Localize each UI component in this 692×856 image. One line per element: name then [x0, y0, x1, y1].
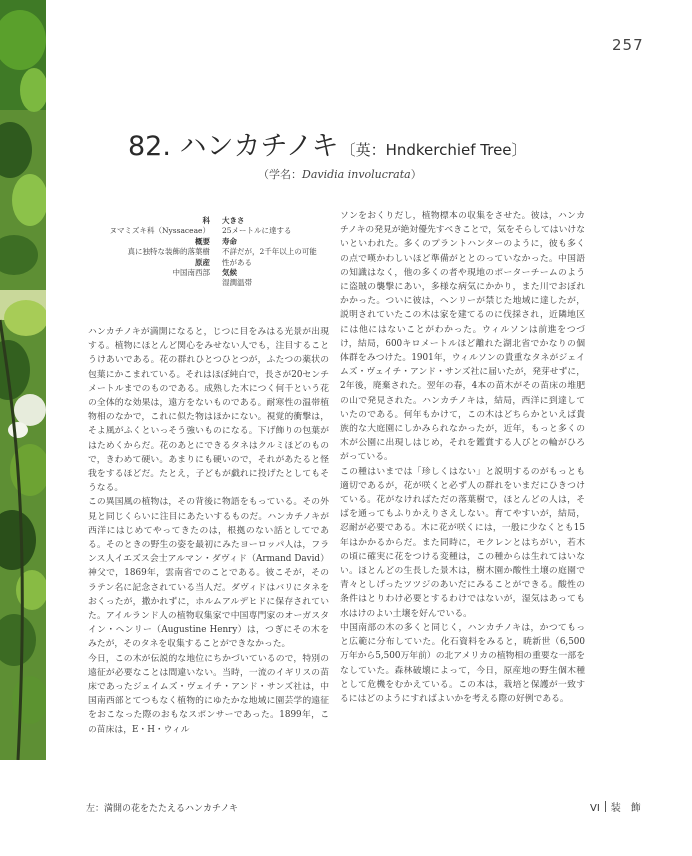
scientific-prefix: （学名： — [258, 168, 302, 181]
info-box-values — [222, 216, 322, 289]
origin-label: 原産 — [195, 257, 210, 267]
info-box-labels — [100, 216, 210, 278]
overview-label: 概要 — [195, 236, 210, 246]
climate-label: 気候 — [222, 268, 237, 278]
body-column-left — [88, 325, 329, 737]
origin-value: 中国南西部 — [172, 268, 210, 278]
scientific-latin: Davidia involucrata — [302, 168, 411, 181]
family-label: 科 — [202, 216, 210, 225]
paragraph: ソンをおくりだし，植物標本の収集をさせた。彼は，ハンカチノキの発見が絶対優先すべきことで，気をそらしてはいけないといわれた。多くのプラントハンターのように，彼も多くの点で嘆かわしいほど準備がととのっていなかった。中国語の知識はなく，他の多くの者や現地のポーターチームのように盗賊の襲撃にあい，多様な病気にかかり，また川でおぼれかかった。ついに彼は，ヘンリーが禁じた地域に達したが，説明されていたこの木は家を建てるのに伐採され，近隣地区には他にはないことがわかった。ウィルソンは前進をつづけ，結局，600キロメートルほど離れた湖北省でかなりの個体群をみつけた。1901年，ウィルソンの貴重なタネがジェイムズ・ヴェイチ・アンド・サンズ社に届いたが，発芽せずに，2年後，廃棄された。翌年の春，4本の苗木がその苗床の堆肥の山で発見された。ハンカチノキは，結局，西洋に到達していたのである。何年もかけて，この木はどちらかといえば貴族的な大庭園にしかみられなかったが，近年，もっと多くの木が公園に出現しはじめ，それを鑑賞する人びとの輪がひろがっている。 — [340, 211, 585, 463]
climate-value: 湿潤温帯 — [222, 278, 252, 288]
photo-strip-handkerchief-tree — [0, 0, 46, 760]
section-divider — [605, 801, 606, 812]
page-title — [128, 124, 527, 163]
section-name: 装 飾 — [610, 803, 641, 814]
title-main: 82. ハンカチノキ — [128, 131, 339, 162]
paragraph: この種はいまでは「珍しくはない」と説明するのがもっとも適切であるが，花が咲くと必ず人の群れをいまだにひきつけている。花がなければただの落葉樹で，ほとんどの人は，そばを通ってもふりかえりさえしない。育てやすいが，結局，忍耐が必要である。木に花が咲くには，一般に少なくとも15年はかかるからだ。また同時に，モクレンとはちがい，若木の頃に確実に花をつける変種は，この種からは生れてはいない。ほとんどの生長した景木は，樹木園か酸性土壌の庭園で青々としげったツツジのあいだにみることができる。酸性の条件はとりわけ必要とするわけではないが，湿気はあっても水はけのよい土壌を好んでいる。 — [340, 466, 585, 619]
page-number: 257 — [612, 36, 644, 54]
title-english: 〔英：Hndkerchief Tree〕 — [340, 141, 527, 159]
section-label — [590, 799, 641, 814]
body-column-right — [340, 209, 585, 706]
paragraph: 今日，この木が伝説的な地位にちかづいているので，特別の遠征が必要なことは間違いない。当時，一流のイギリスの苗床であったジェイムズ・ヴェイチ・アンド・サンズ社は，中国南西部とてつもなく植物的にゆたかな地域に園芸学的遠征をおこなった際のおもなスポンサーであった。1899年，この苗床は，E・H・ウィル — [88, 653, 329, 735]
lifespan-label: 寿命 — [222, 236, 237, 246]
scientific-suffix: ） — [410, 168, 422, 181]
paragraph: この異国風の植物は，その背後に物語をもっている。その外見と同じくらいに注目にあたいするものだ。ハンカチノキが西洋にはじめてやってきたのは，根拠のない話としてである。そのときの野生の姿を最初にみたヨーロッパ人は，フランス人イエズス会士アルマン・ダヴィド（Armand David）神父で，1869年，雲南省でのことである。彼こそが，そのラテン名に記念されている当人だ。ダヴィドはバリにタネをおくったが，撒かれずに，ホルムアルデヒドに保存されていた。アイルランド人の植物収集家で中国専門家のオーガスタイン・ヘンリー（Augustine Henry）は，つぎにその木をみたが，そのタネを収集することができなかった。 — [88, 497, 329, 650]
family-value: ヌマミズキ科（Nyssaceae） — [109, 226, 210, 236]
scientific-name — [258, 166, 422, 182]
photo-caption: 左：満開の花をたたえるハンカチノキ — [86, 804, 239, 814]
size-value: 25メートルに達する — [222, 226, 292, 236]
paragraph: 中国南部の木の多くと同じく，ハンカチノキは，かつてもっと広範に分布していた。化石資料をみると，暁新世（6,500万年から5,500万年前）の北アメリカの植物相の重要な一部をなしていた。森林破壊によって，今日，原産地の野生個木種として危機をむかえている。この本は，栽培と保護が一致するにはどのようにすればよいかを考える際の好例である。 — [340, 622, 585, 704]
lifespan-value: 不詳だが，2千年以上の可能性がある — [222, 247, 317, 267]
section-numeral: VI — [590, 803, 600, 814]
paragraph: ハンカチノキが満開になると，じつに目をみはる光景が出現する。植物にほとんど関心をみせない人でも，注目することうけあいである。花の群れひとつひとつが，ふたつの薬状の包葉にかこまれている。それはほぼ純白で，長さが20センチメートルまでのものである。成熟した木につく何千という花の全体的な効果は，遠方をないものである。耐寒性の温帯植物相のなかで，これに似た物はほかにない。視覚的衝撃は，そよ風がふくといっそう強いものになる。下げ飾りの包葉がはためくからだ。花のあとにできるタネはクルミほどのもので，きわめて硬い。あまりにも硬いので，それがあたると怪我をするほどだ。たとえ，子どもが戯れに投げたとしてもそうなる。 — [88, 327, 329, 494]
overview-value: 真に独特な装飾的落葉樹 — [127, 247, 210, 257]
size-label: 大きさ — [222, 216, 245, 225]
